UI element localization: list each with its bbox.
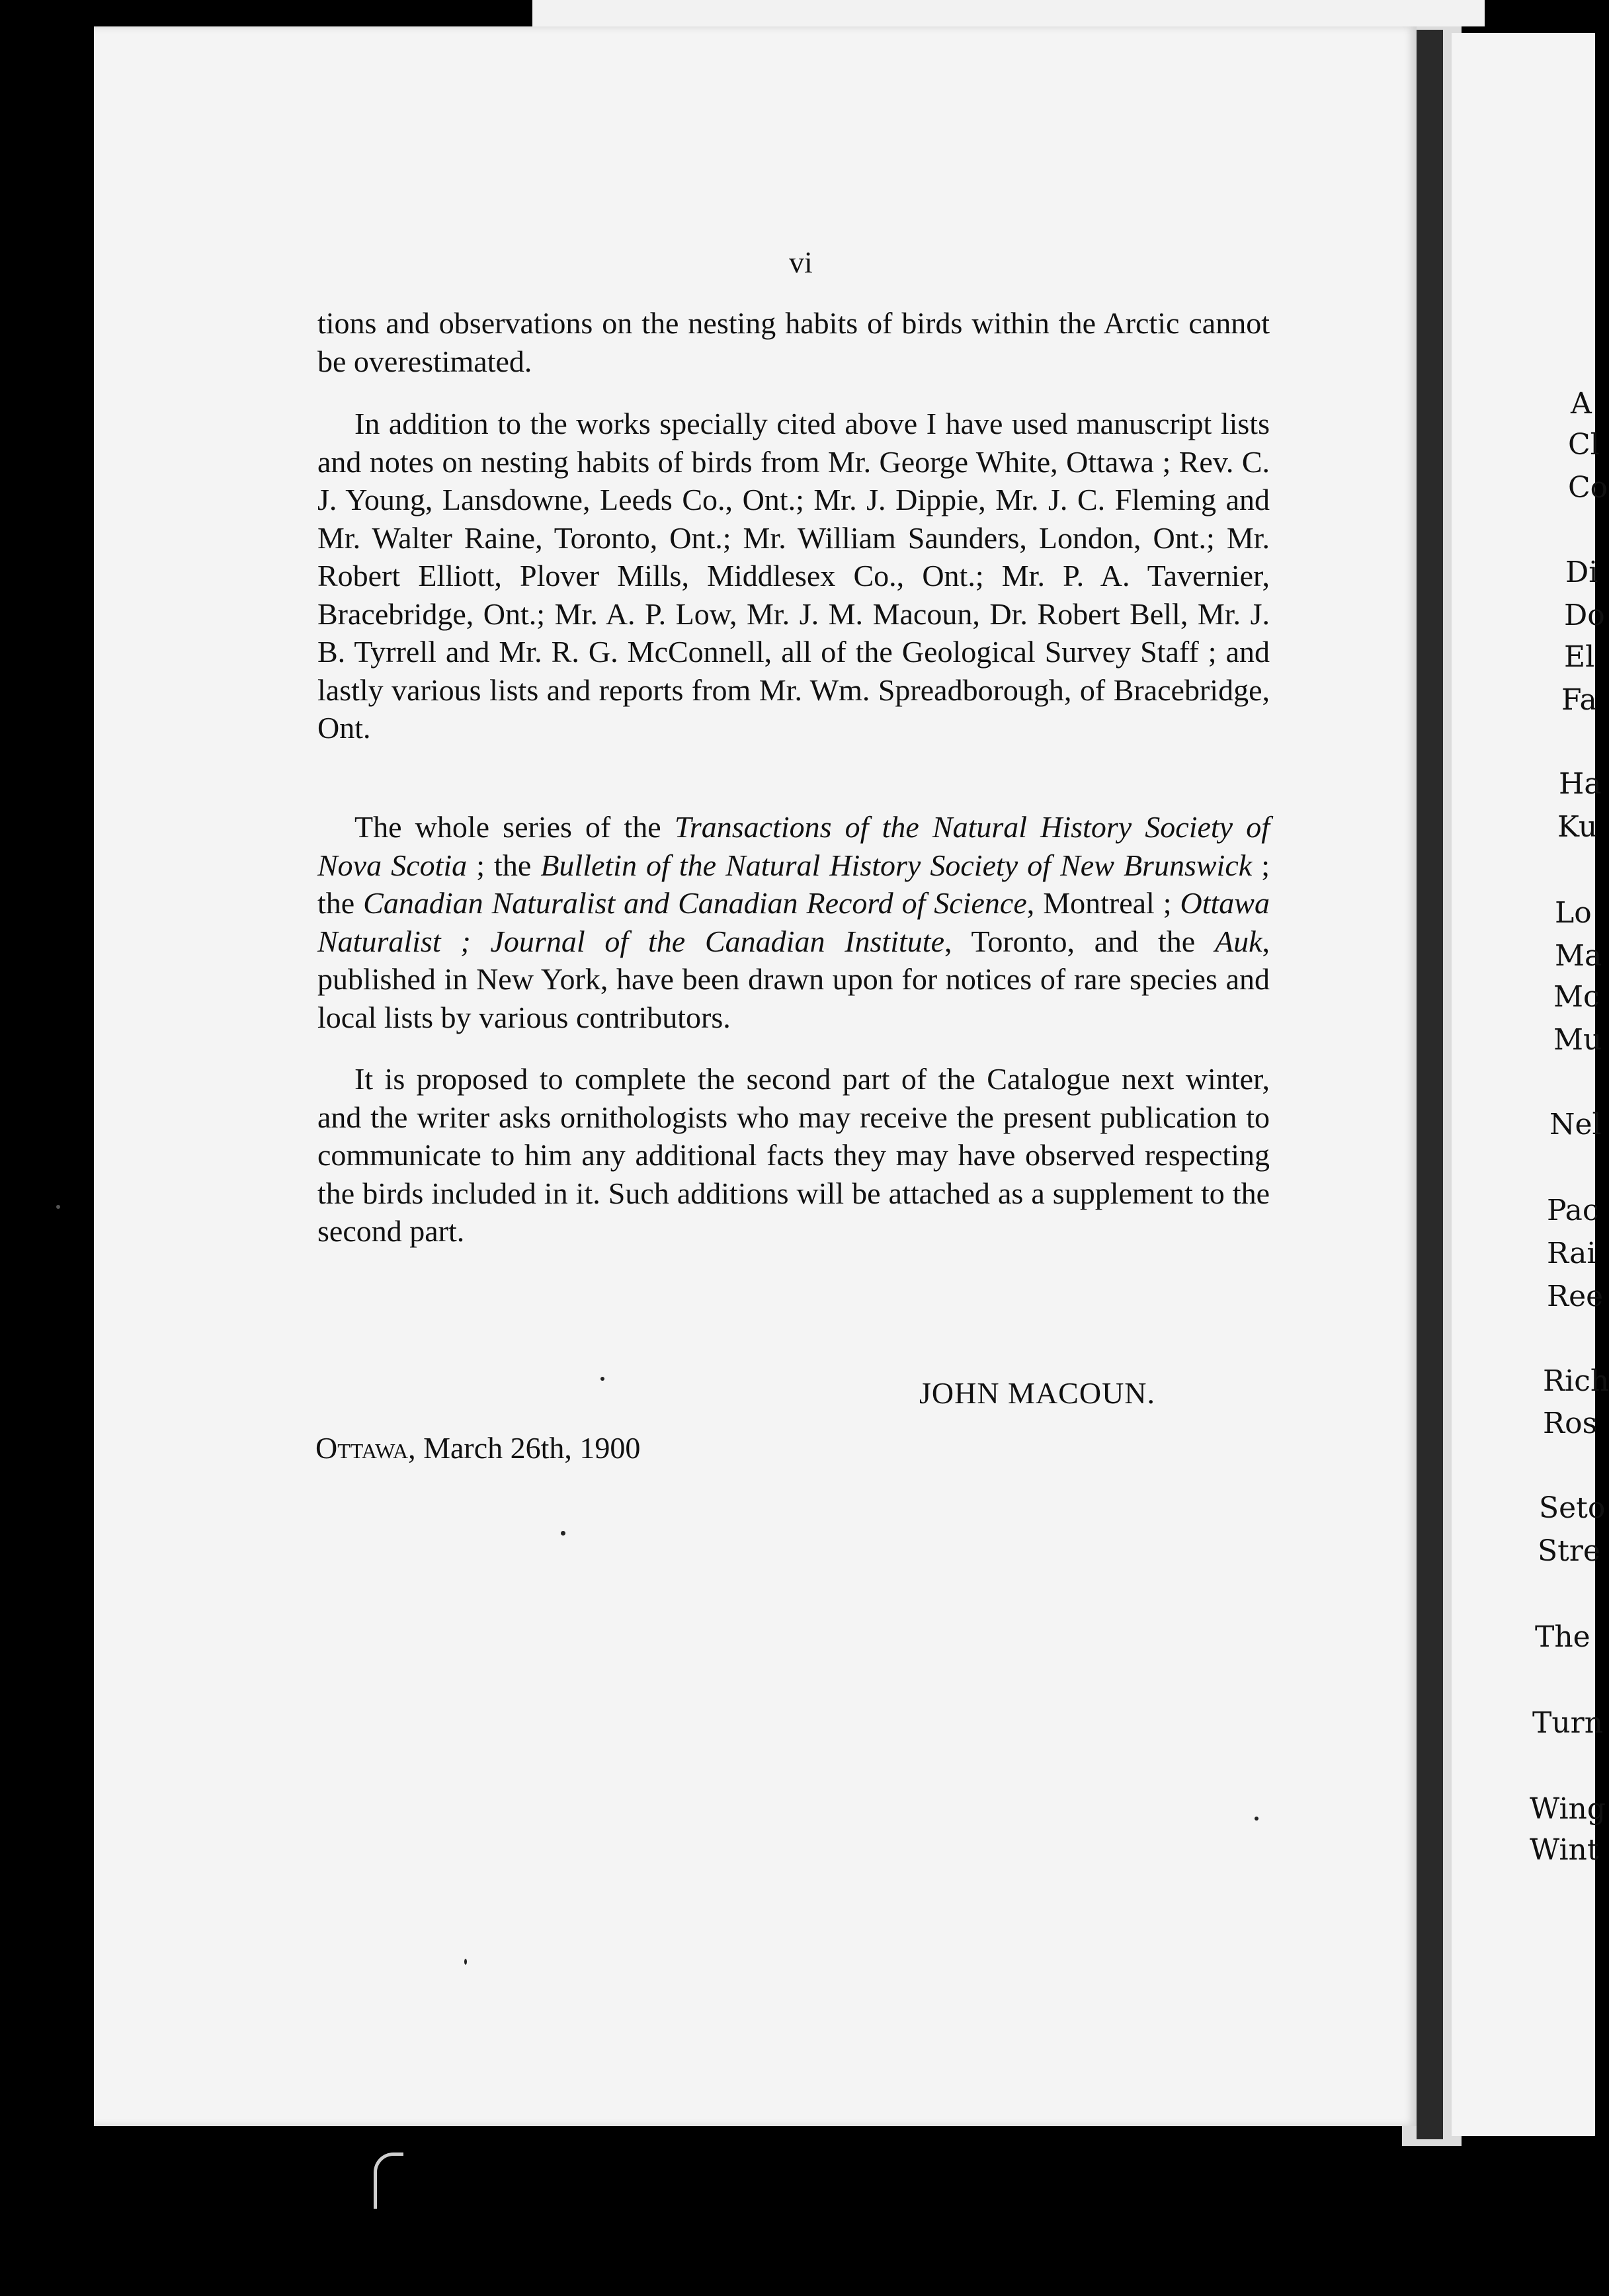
facing-page-fragment: El [1564,640,1595,674]
paragraph-supplement: It is proposed to complete the second part of the Catalogue next winter, and the writer asks ornithologists who may receive the present publication to communicate to him any additional facts they may have observed respecting the birds included in it. Such additions will be attached as a supplement to the second part. [317,1062,1270,1248]
facing-page-fragment: Ma [1555,939,1602,973]
facing-page-fragment: The [1535,1620,1590,1654]
journal-title: Transactions of the Natural History Society of Nova Scotia [317,810,1270,882]
paragraph-sources [317,808,1270,1036]
journal-title: Auk [1214,924,1262,958]
facing-page-fragment: Lo [1555,896,1592,930]
facing-page-fragment: Turn [1532,1706,1604,1740]
paragraph-text: The whole series of the [354,810,675,844]
dateline [315,1430,640,1465]
facing-page-fragment: Wing [1530,1792,1606,1826]
paragraph-text: , Montreal ; [1026,886,1180,920]
ink-speck [600,1377,604,1381]
journal-title: Ottawa Naturalist ; Journal of the Canadian Institute [317,886,1270,958]
facing-page-fragment: Mu [1553,1023,1602,1057]
back-page-strip [532,0,1485,26]
facing-page-fragment: Rich [1543,1364,1609,1398]
facing-page-fragment: Mc [1553,980,1600,1014]
paragraph-continuation: tions and observations on the nesting habits of birds within the Arctic cannot be overestimated. [317,306,1270,378]
paragraph-text: ; the [467,848,541,882]
paragraph-text: ; the [317,848,1270,920]
facing-page-fragment: A [1571,387,1592,421]
facing-page-fragment: Ree [1547,1280,1604,1313]
ink-speck [1255,1817,1258,1821]
paragraph-acknowledgements: In addition to the works specially cited above I have used manuscript lists and notes on nesting habits of birds from Mr. George White, Ottawa ; Rev. C. J. Young, Lansdowne, Leeds Co., Ont.; Mr. J. Dippie, Mr. J. C. Fleming and Mr. Walter Raine, Toronto, Ont.; Mr. William Saunders, London, Ont.; Mr. Robert Elliott, Plover Mills, Middlesex Co., Ont.; Mr. P. A. Tavernier, Bracebridge, Ont.; Mr. A. P. Low, Mr. J. M. Macoun, Dr. Robert Bell, Mr. J. B. Tyrrell and Mr. R. G. McConnell, all of the Geological Survey Staff ; and lastly various lists and reports from Mr. Wm. Spreadborough, of Bracebridge, Ont. [317,407,1270,745]
facing-page-fragment: Fa [1561,683,1597,717]
facing-page-fragment: Seto [1539,1491,1606,1525]
facing-page-fragment: Pac [1547,1194,1599,1227]
facing-page-fragment: Do [1564,598,1605,632]
facing-page-fragment: Wint [1530,1833,1599,1867]
facing-page-fragment: Ha [1559,767,1602,801]
dateline-place: Ottawa, [315,1431,416,1465]
facing-page-fragment: Cl [1568,428,1600,462]
journal-title: Canadian Naturalist and Canadian Record of Science [363,886,1027,920]
page-gutter-shadow [1417,30,1443,2139]
facing-page-fragment: Ku [1557,810,1598,844]
author-signature: JOHN MACOUN. [919,1376,1156,1410]
ink-speck [56,1205,60,1209]
ink-speck [464,1959,467,1965]
dateline-date: March 26th, 1900 [415,1431,641,1465]
journal-title: Bulletin of the Natural History Society of New Brunswick [540,848,1253,882]
corner-mark [374,2152,403,2209]
facing-page-fragment: Stre [1538,1534,1600,1568]
facing-page-fragment: Rai [1547,1237,1596,1270]
page-number: vi [789,245,813,279]
facing-page-fragment: Di [1565,555,1598,589]
paragraph-text: , Toronto, and the [944,924,1215,958]
facing-page [1452,33,1609,2136]
facing-page-fragment: Nel [1549,1108,1602,1141]
ink-speck [561,1531,565,1536]
facing-page-fragment: Co [1568,471,1608,505]
facing-page-fragment: Ros [1543,1407,1598,1440]
paragraph-text: , published in New York, have been drawn upon for notices of rare species and local lists by various contributors. [317,924,1270,1034]
